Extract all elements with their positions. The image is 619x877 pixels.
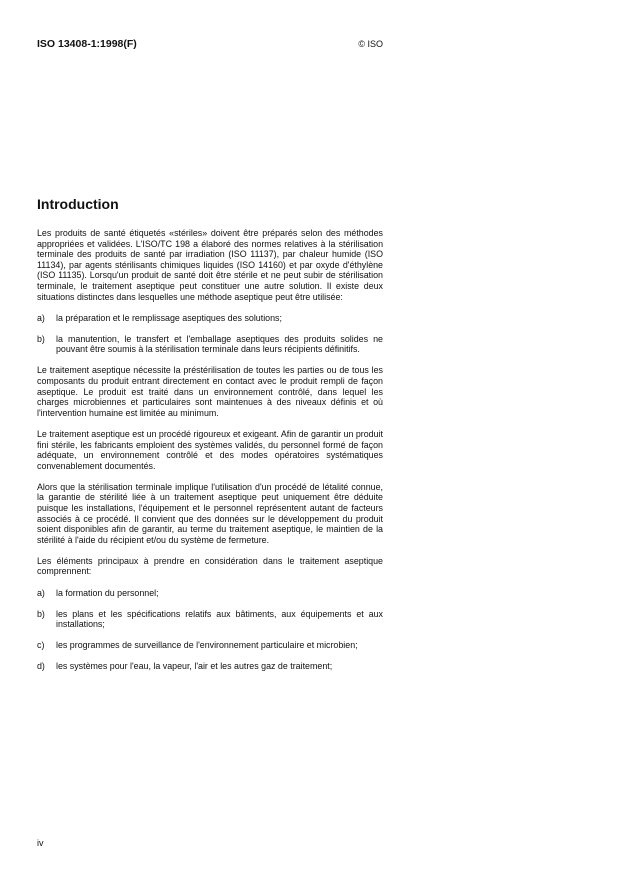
list-item: [37, 640, 383, 651]
page-number: iv: [37, 838, 44, 848]
list-item: [37, 588, 383, 599]
paragraph: Alors que la stérilisation terminale implique l'utilisation d'un procédé de létalité connue, la garantie de stérilité liée à un traitement aseptique peut uniquement être déduite puisque les installations, l'équipement et le personnel représentent autant de facteurs associés à ce procédé. Il convient que des données sur le développement du produit soient disponibles afin de garantir, au terme du traitement aseptique, le maintien de la stérilité à l'aide du récipient et/ou du système de fermeture.: [37, 481, 383, 545]
list-marker: d): [37, 661, 45, 672]
list-item: [37, 334, 383, 355]
page-header: [37, 38, 383, 50]
list-item-text: la formation du personnel;: [56, 587, 159, 598]
list-item-text: les systèmes pour l'eau, la vapeur, l'air et les autres gaz de traitement;: [56, 661, 333, 672]
list-item-text: la manutention, le transfert et l'emballage aseptiques des produits solides ne pouvant être soumis à la stérilisation terminale dans leurs récipients définitifs.: [56, 333, 383, 355]
paragraph: Les éléments principaux à prendre en considération dans le traitement aseptique comprennent:: [37, 555, 383, 577]
document-id: ISO 13408-1:1998(F): [37, 38, 137, 50]
elements-list: [37, 588, 383, 672]
list-marker: b): [37, 608, 45, 619]
list-item-text: les plans et les spécifications relatifs aux bâtiments, aux équipements et aux installations;: [56, 608, 383, 630]
list-marker: c): [37, 640, 45, 651]
list-item: [37, 609, 383, 630]
list-marker: a): [37, 587, 45, 598]
list-marker: a): [37, 312, 45, 323]
list-item: [37, 313, 383, 324]
list-marker: b): [37, 333, 45, 344]
paragraph: Le traitement aseptique nécessite la préstérilisation de toutes les parties ou de tous les composants du produit entrant directement en contact avec le produit rempli de façon aseptique. Le produit est traité dans un environnement contrôlé, dans lequel les charges microbiennes et particulaires sont maintenues à des niveaux définis et où l'intervention humaine est limitée au minimum.: [37, 365, 383, 418]
list-item-text: les programmes de surveillance de l'environnement particulaire et microbien;: [56, 640, 358, 651]
situation-list: [37, 313, 383, 355]
main-content: [37, 196, 383, 683]
section-title: Introduction: [37, 196, 119, 212]
paragraph: Le traitement aseptique est un procédé rigoureux et exigeant. Afin de garantir un produit fini stérile, les fabricants emploient des systèmes validés, du personnel formé de façon adéquate, un environnement contrôlé et des modes opératoires systématiques convenablement documentés.: [37, 428, 383, 471]
copyright-notice: © ISO: [358, 39, 383, 49]
paragraph: Les produits de santé étiquetés «stériles» doivent être préparés selon des méthodes appropriées et validées. L'ISO/TC 198 a élaboré des normes relatives à la stérilisation terminale des produits de santé par irradiation (ISO 11137), par chaleur humide (ISO 11134), par agents stérilisants chimiques liquides (ISO 14160) et par oxyde d'éthylène (ISO 11135). Lorsqu'un produit de santé doit être stérile et ne peut subir de stérilisation terminale, le traitement aseptique peut constituer une autre solution. Il existe deux situations distinctes dans lesquelles une méthode aseptique peut être utilisée:: [37, 228, 383, 302]
list-item-text: la préparation et le remplissage aseptiques des solutions;: [56, 312, 282, 323]
list-item: [37, 661, 383, 672]
